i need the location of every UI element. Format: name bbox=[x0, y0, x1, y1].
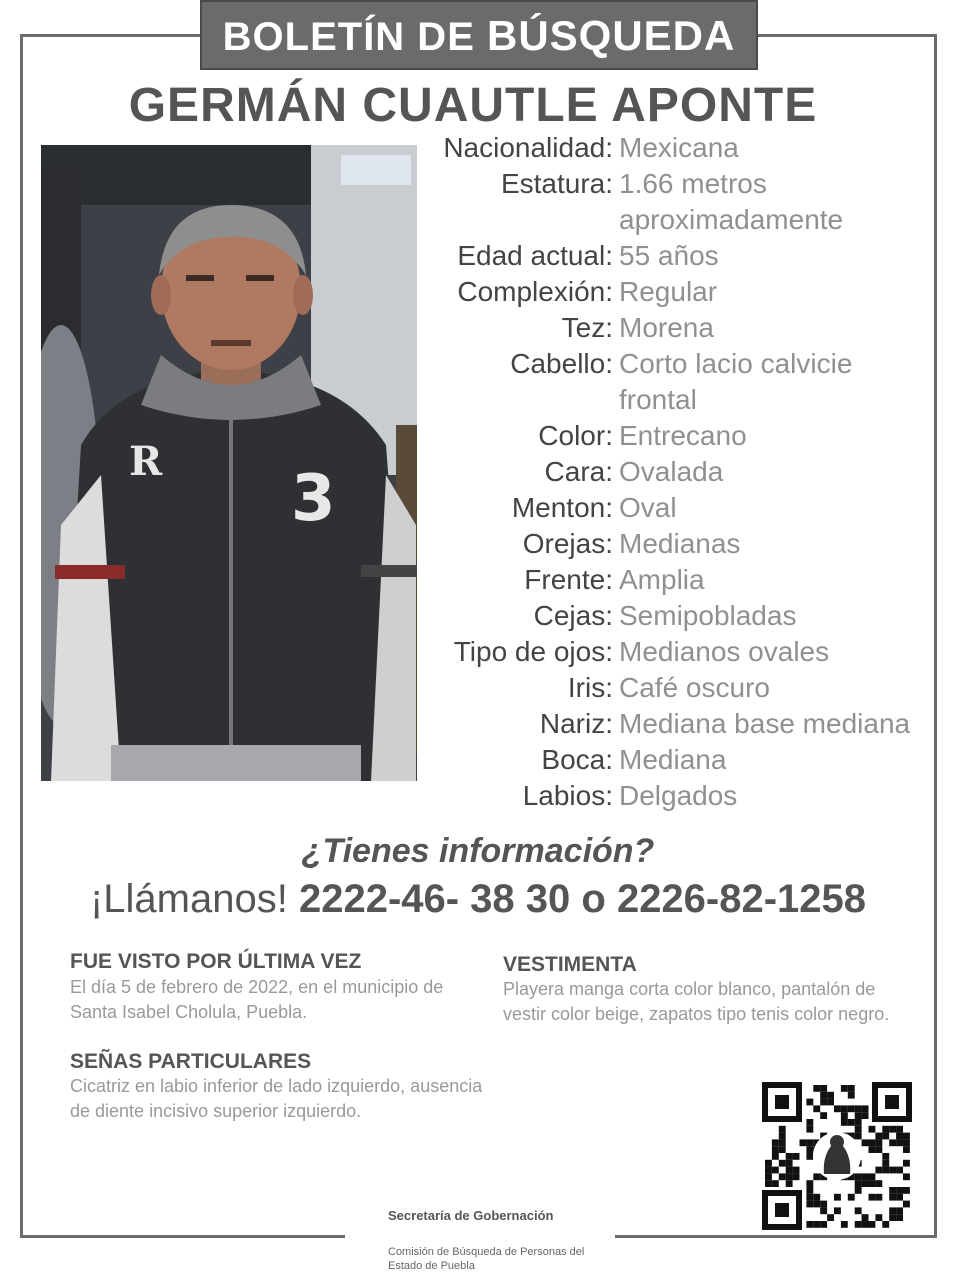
attr-value: Corto lacio calvicie bbox=[619, 348, 853, 379]
attr-row-orejas bbox=[400, 526, 940, 562]
person-photo-illustration bbox=[41, 145, 417, 781]
attr-value: Semipobladas bbox=[619, 600, 797, 631]
attr-value: Mediana base mediana bbox=[619, 708, 911, 739]
attr-label: Frente: bbox=[524, 564, 613, 595]
call-prefix: ¡Llámanos! bbox=[89, 877, 288, 921]
attr-row-labios bbox=[400, 778, 940, 814]
attr-value: Regular bbox=[619, 276, 718, 307]
attr-value: Mexicana bbox=[619, 132, 739, 163]
clothing-heading: VESTIMENTA bbox=[503, 953, 637, 976]
last-seen-text: El día 5 de febrero de 2022, en el municipio de Santa Isabel Cholula, Puebla. bbox=[70, 977, 444, 1022]
attr-value: 1.66 metros bbox=[619, 168, 767, 199]
person-photo bbox=[41, 145, 417, 781]
last-seen-heading: FUE VISTO POR ÚLTIMA VEZ bbox=[70, 950, 362, 973]
attr-value: Oval bbox=[619, 492, 677, 523]
attr-value: Medianas bbox=[619, 528, 741, 559]
attr-row-frente bbox=[400, 562, 940, 598]
footer-org-1: Secretaría de Gobernación bbox=[388, 1208, 554, 1223]
attributes-list bbox=[400, 130, 940, 814]
attr-row-iris bbox=[400, 670, 940, 706]
footer-org-2: Comisión de Búsqueda de Personas del Estado de Puebla bbox=[388, 1246, 585, 1272]
jacket-letters: R bbox=[129, 438, 163, 485]
attr-row-boca bbox=[400, 742, 940, 778]
person-name: GERMÁN CUAUTLE APONTE bbox=[128, 79, 818, 132]
attr-label: Labios: bbox=[522, 780, 613, 811]
attr-label: Nacionalidad: bbox=[443, 132, 613, 163]
attr-label: Cara: bbox=[544, 456, 613, 487]
attr-value: Medianos ovales bbox=[619, 636, 830, 667]
attr-row-cejas bbox=[400, 598, 940, 634]
attr-row-cara bbox=[400, 454, 940, 490]
attr-label: Tez: bbox=[561, 312, 613, 343]
attr-label: Complexión: bbox=[457, 276, 613, 307]
attr-row-estatura-cont bbox=[400, 202, 940, 238]
attr-value: Entrecano bbox=[619, 420, 747, 451]
attr-label: Tipo de ojos: bbox=[453, 636, 613, 667]
attr-row-cabello-cont bbox=[400, 382, 940, 418]
attr-label: Estatura: bbox=[500, 168, 613, 199]
attr-value: Amplia bbox=[619, 564, 705, 595]
attr-value: 55 años bbox=[619, 240, 719, 271]
attr-row-nariz bbox=[400, 706, 940, 742]
bulletin-banner bbox=[200, 0, 758, 70]
attr-label: Cejas: bbox=[533, 600, 613, 631]
attr-label: Color: bbox=[538, 420, 613, 451]
attr-row-tez bbox=[400, 310, 940, 346]
attr-label: Edad actual: bbox=[457, 240, 613, 271]
attr-value: Morena bbox=[619, 312, 714, 343]
banner-title-part2: BÚSQUEDA bbox=[486, 12, 736, 59]
attr-row-nacionalidad bbox=[400, 130, 940, 166]
banner-title-part1: BOLETÍN DE bbox=[222, 15, 487, 59]
attr-row-color bbox=[400, 418, 940, 454]
attr-row-cabello bbox=[400, 346, 940, 382]
call-line bbox=[0, 877, 956, 922]
qr-code-graphic bbox=[762, 1082, 912, 1230]
clothing-text: Playera manga corta color blanco, pantalón de vestir color beige, zapatos tipo tenis color negro. bbox=[503, 979, 890, 1024]
attr-label: Iris: bbox=[567, 672, 613, 703]
attr-label: Orejas: bbox=[522, 528, 613, 559]
attr-value: Ovalada bbox=[619, 456, 724, 487]
attr-row-edad bbox=[400, 238, 940, 274]
attr-label: Boca: bbox=[541, 744, 613, 775]
frame-gap bbox=[345, 1232, 615, 1244]
attr-value: Café oscuro bbox=[619, 672, 770, 703]
attr-value: frontal bbox=[619, 384, 697, 415]
marks-text: Cicatriz en labio inferior de lado izquierdo, ausencia de diente incisivo superior izquierdo. bbox=[70, 1076, 483, 1121]
attr-row-menton bbox=[400, 490, 940, 526]
info-question: ¿Tienes información? bbox=[301, 832, 655, 870]
attr-row-estatura bbox=[400, 166, 940, 202]
phone-numbers[interactable]: 2222-46- 38 30 o 2226-82-1258 bbox=[298, 877, 867, 921]
attr-value: aproximadamente bbox=[619, 204, 844, 235]
attr-label: Menton: bbox=[511, 492, 613, 523]
qr-code-icon[interactable] bbox=[762, 1082, 912, 1230]
attr-row-tipo-ojos bbox=[400, 634, 940, 670]
attr-label: Cabello: bbox=[510, 348, 613, 379]
attr-value: Delgados bbox=[619, 780, 738, 811]
marks-heading: SEÑAS PARTICULARES bbox=[70, 1050, 312, 1073]
attr-value: Mediana bbox=[619, 744, 727, 775]
jacket-number: 3 bbox=[291, 462, 336, 536]
attr-row-complexion bbox=[400, 274, 940, 310]
attr-label: Nariz: bbox=[539, 708, 613, 739]
